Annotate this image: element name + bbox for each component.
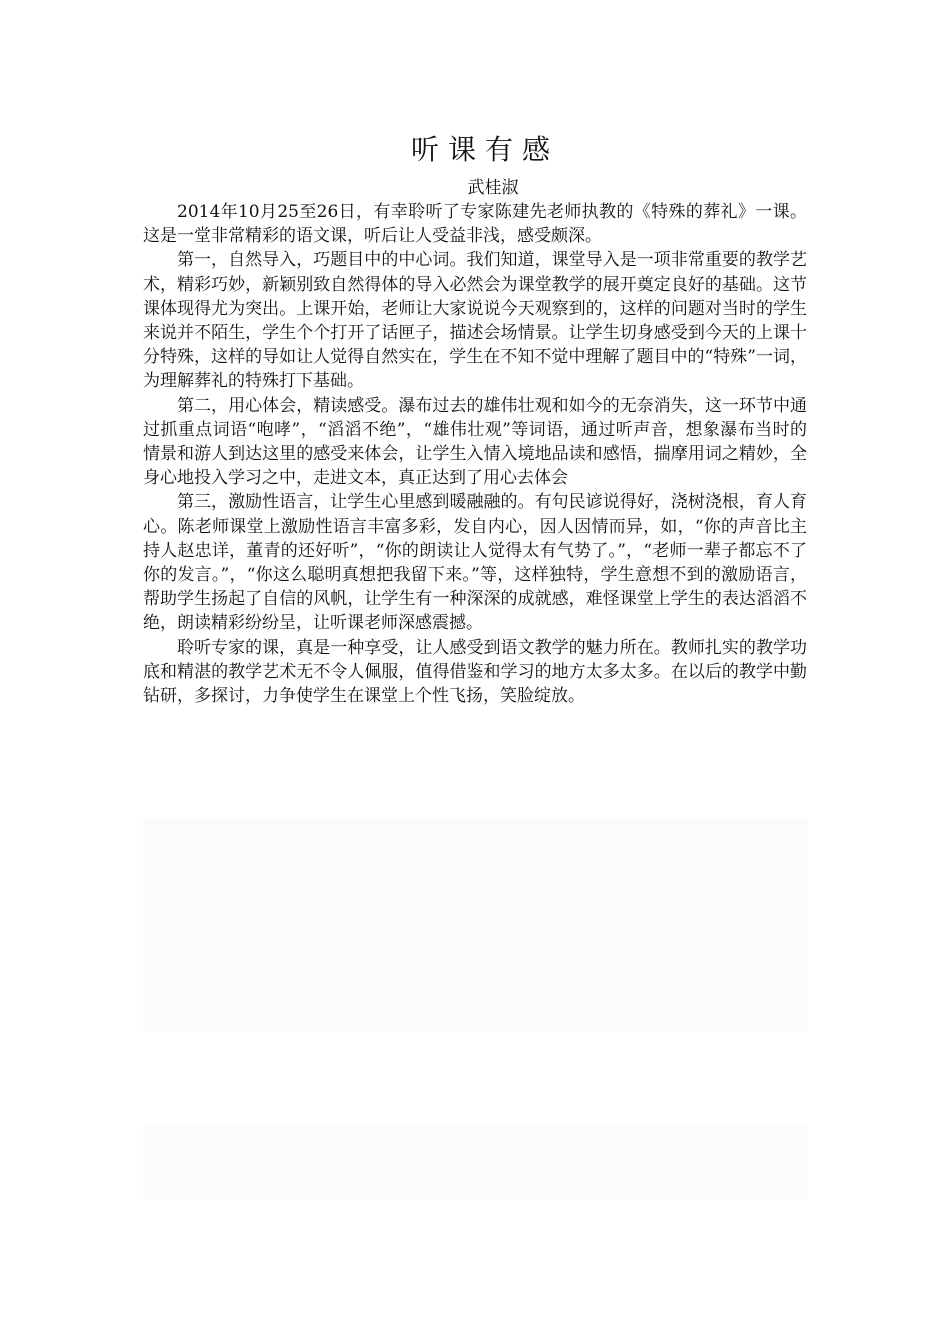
paragraph-intro: 2014年10月25至26日，有幸聆听了专家陈建先老师执教的《特殊的葬礼》一课。这是一堂非常精彩的语文课，听后让人受益非浅，感受颇深。 xyxy=(143,202,807,247)
faint-background-block xyxy=(143,818,807,1032)
paragraph-first-point: 第一，自然导入，巧题目中的中心词。我们知道，课堂导入是一项非常重要的教学艺术，精彩巧妙，新颖别致自然得体的导入必然会为课堂教学的展开奠定良好的基础。这节课体现得尤为突出。上课开始，老师让大家说说今天观察到的，这样的问题对当时的学生来说并不陌生，学生个个打开了话匣子，描述会场情景。让学生切身感受到今天的上课十分特殊，这样的导如让人觉得自然实在，学生在不知不觉中理解了题目中的“特殊”一词，为理解葬礼的特殊打下基础。 xyxy=(143,250,807,392)
document-body xyxy=(143,128,807,708)
document-author: 武桂淑 xyxy=(467,178,519,198)
paragraph-conclusion: 聆听专家的课，真是一种享受，让人感受到语文教学的魅力所在。教师扎实的教学功底和精湛的教学艺术无不令人佩服，值得借鉴和学习的地方太多太多。在以后的教学中勤钻研，多探讨，力争使学生在课堂上个性飞扬，笑脸绽放。 xyxy=(143,637,807,707)
faint-background-block xyxy=(143,1126,807,1200)
document-title: 听课有感 xyxy=(410,133,559,166)
paragraph-second-point: 第二，用心体会，精读感受。瀑布过去的雄伟壮观和如今的无奈消失，这一环节中通过抓重点词语“咆哮”，“滔滔不绝”，“雄伟壮观”等词语，通过听声音，想象瀑布当时的情景和游人到达这里的感受来体会，让学生入情入境地品读和感悟，揣摩用词之精妙，全身心地投入学习之中，走进文本，真正达到了用心去体会 xyxy=(143,395,807,489)
paragraph-third-point: 第三，激励性语言，让学生心里感到暖融融的。有句民谚说得好，浇树浇根，育人育心。陈老师课堂上激励性语言丰富多彩，发自内心，因人因情而异，如，“你的声音比主持人赵忠详，董青的还好听”，“你的朗读让人觉得太有气势了。”，“老师一辈子都忘不了你的发言。”，“你这么聪明真想把我留下来。”等，这样独特，学生意想不到的激励语言，帮助学生扬起了自信的风帆，让学生有一种深深的成就感，难怪课堂上学生的表达滔滔不绝，朗读精彩纷纷呈，让听课老师深感震撼。 xyxy=(143,492,807,634)
